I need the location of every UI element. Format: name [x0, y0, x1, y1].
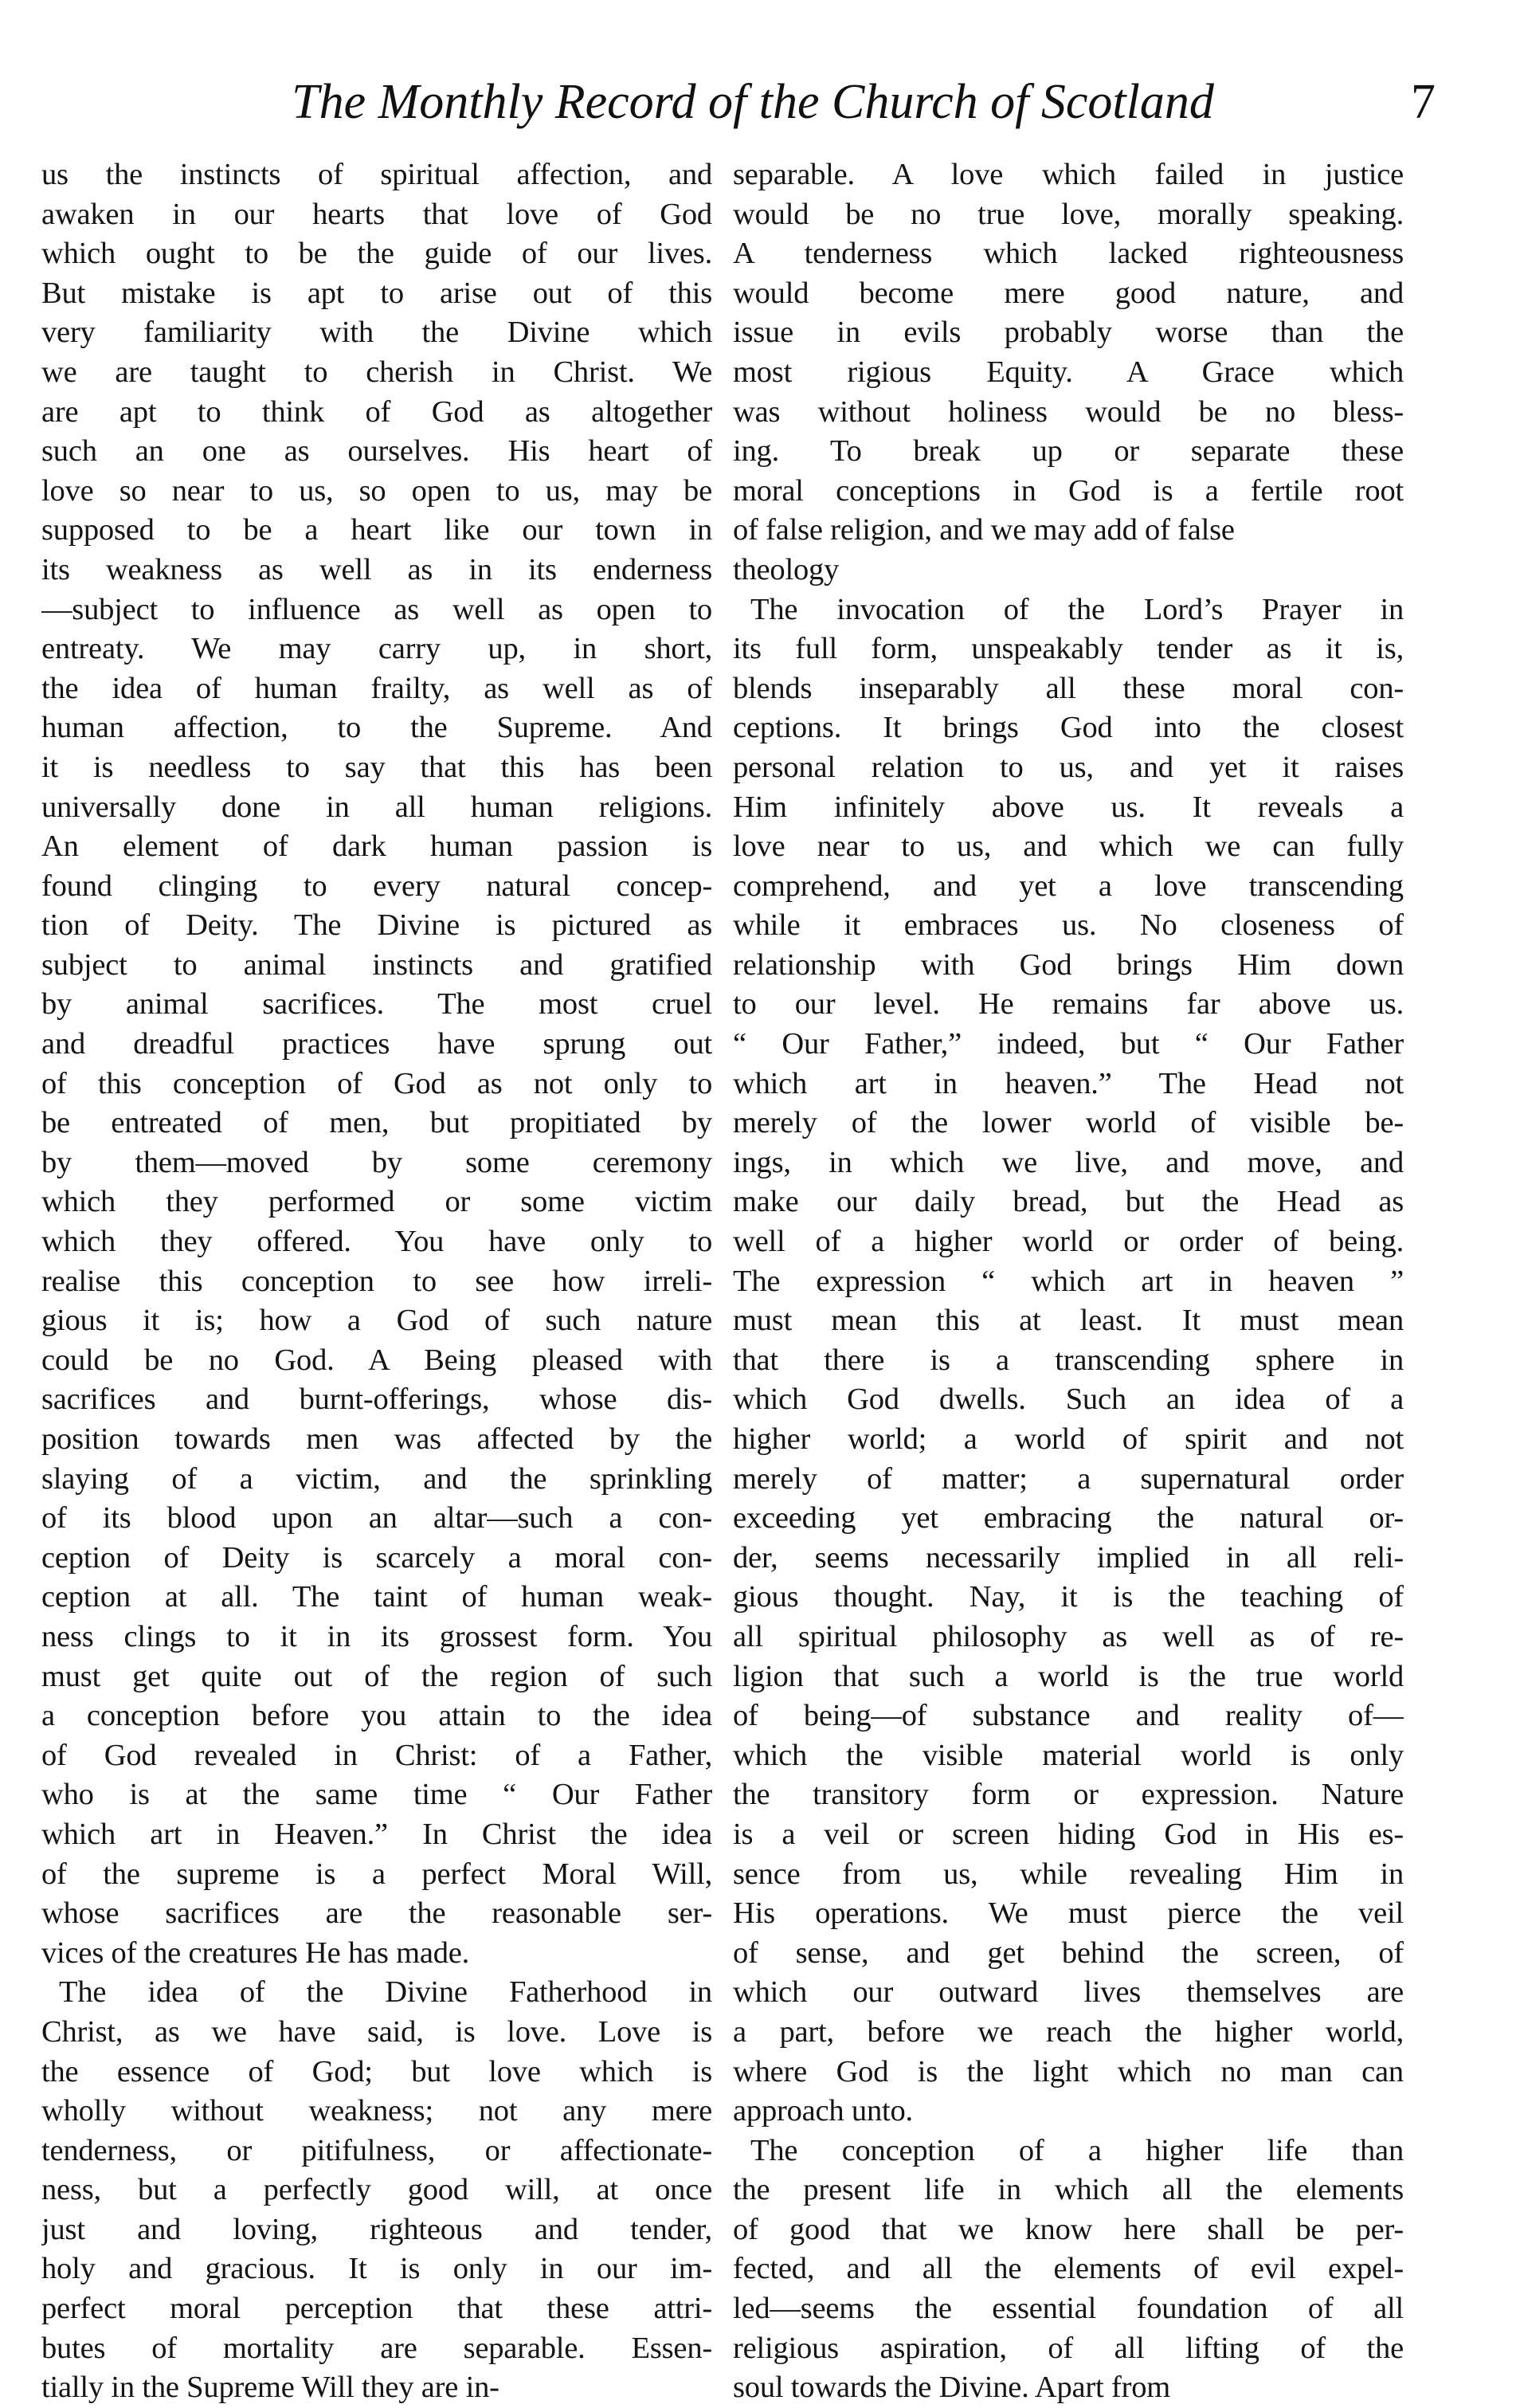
text-line: a part, before we reach the higher world, — [733, 2014, 1404, 2049]
text-line: was without holiness would be no bless- — [733, 394, 1404, 429]
text-line: would become mere good nature, and — [733, 276, 1404, 310]
text-line: most rigious Equity. A Grace which — [733, 355, 1404, 389]
text-line: the idea of human frailty, as well as of — [41, 671, 712, 705]
text-line: universally done in all human religions. — [41, 790, 712, 824]
text-line: love near to us, and which we can fully — [733, 829, 1404, 864]
text-line: which the visible material world is only — [733, 1738, 1404, 1772]
text-line: approach unto. — [733, 2094, 913, 2128]
text-line: found clinging to every natural concep- — [41, 869, 712, 903]
text-line: issue in evils probably worse than the — [733, 316, 1404, 350]
text-line: The idea of the Divine Fatherhood in — [59, 1975, 712, 2010]
text-column-right — [733, 155, 1404, 2408]
text-line: ing. To break up or separate these — [733, 434, 1404, 469]
text-line: —subject to influence as well as open to — [41, 592, 712, 626]
text-line: perfect moral perception that these attri- — [41, 2292, 712, 2326]
text-line: gious thought. Nay, it is the teaching of — [733, 1580, 1404, 1614]
text-line: the present life in which all the elements — [733, 2173, 1404, 2207]
text-line: whose sacrifices are the reasonable ser- — [41, 1896, 712, 1931]
publication-title: The Monthly Record of the Church of Scotland — [292, 75, 1214, 129]
text-line: ness, but a perfectly good will, at once — [41, 2173, 712, 2207]
text-line: Him infinitely above us. It reveals a — [733, 790, 1404, 824]
text-line: merely of the lower world of visible be- — [733, 1106, 1404, 1140]
text-line: theology — [733, 552, 840, 586]
text-line: fected, and all the elements of evil expel- — [733, 2252, 1404, 2286]
text-line: which our outward lives themselves are — [733, 1975, 1404, 2010]
text-line: are apt to think of God as altogether — [41, 394, 712, 429]
text-line: which art in Heaven.” In Christ the idea — [41, 1817, 712, 1851]
text-line: of this conception of God as not only to — [41, 1066, 712, 1100]
text-line: while it embraces us. No closeness of — [733, 908, 1404, 943]
text-line: “ Our Father,” indeed, but “ Our Father — [733, 1027, 1404, 1061]
text-line: blends inseparably all these moral con- — [733, 671, 1404, 705]
text-line: who is at the same time “ Our Father — [41, 1778, 712, 1812]
text-line: must mean this at least. It must mean — [733, 1304, 1404, 1338]
text-line: sence from us, while revealing Him in — [733, 1857, 1404, 1891]
text-line: its weakness as well as in its enderness — [41, 552, 712, 586]
text-line: personal relation to us, and yet it raises — [733, 750, 1404, 784]
text-line: ness clings to it in its grossest form. You — [41, 1619, 712, 1653]
text-line: higher world; a world of spirit and not — [733, 1422, 1404, 1456]
page-number: 7 — [1411, 75, 1436, 129]
text-line: where God is the light which no man can — [733, 2054, 1404, 2088]
text-line: is a veil or screen hiding God in His es- — [733, 1817, 1404, 1851]
text-line: comprehend, and yet a love transcending — [733, 869, 1404, 903]
text-line: which they offered. You have only to — [41, 1225, 712, 1259]
text-line: and dreadful practices have sprung out — [41, 1027, 712, 1061]
text-line: position towards men was affected by the — [41, 1422, 712, 1456]
text-line: wholly without weakness; not any mere — [41, 2094, 712, 2128]
text-line: of false religion, and we may add of false — [733, 513, 1235, 547]
text-line: very familiarity with the Divine which — [41, 316, 712, 350]
text-line: led—seems the essential foundation of all — [733, 2292, 1404, 2326]
text-line: it is needless to say that this has been — [41, 750, 712, 784]
text-line: which ought to be the guide of our lives. — [41, 237, 712, 271]
text-line: The invocation of the Lord’s Prayer in — [750, 592, 1404, 626]
text-line: sacrifices and burnt-offerings, whose dis- — [41, 1382, 712, 1417]
text-line: moral conceptions in God is a fertile root — [733, 473, 1404, 508]
text-line: supposed to be a heart like our town in — [41, 513, 712, 547]
text-line: make our daily bread, but the Head as — [733, 1185, 1404, 1219]
text-line: human affection, to the Supreme. And — [41, 711, 712, 745]
text-line: of good that we know here shall be per- — [733, 2212, 1404, 2246]
text-line: exceeding yet embracing the natural or- — [733, 1501, 1404, 1535]
text-line: just and loving, righteous and tender, — [41, 2212, 712, 2246]
text-column-left — [41, 155, 712, 2408]
text-line: well of a higher world or order of being. — [733, 1225, 1404, 1259]
text-line: could be no God. A Being pleased with — [41, 1343, 712, 1377]
text-line: realise this conception to see how irreli- — [41, 1264, 712, 1298]
text-line: all spiritual philosophy as well as of re- — [733, 1619, 1404, 1653]
text-line: which art in heaven.” The Head not — [733, 1066, 1404, 1100]
text-line: by animal sacrifices. The most cruel — [41, 987, 712, 1022]
text-line: of being—of substance and reality of— — [733, 1699, 1404, 1733]
text-line: us the instincts of spiritual affection, and — [41, 158, 712, 191]
text-line: we are taught to cherish in Christ. We — [41, 355, 712, 389]
text-line: to our level. He remains far above us. — [733, 987, 1404, 1022]
text-line: the essence of God; but love which is — [41, 2054, 712, 2088]
text-line: subject to animal instincts and gratified — [41, 947, 712, 982]
text-line: ception of Deity is scarcely a moral con- — [41, 1540, 712, 1575]
text-line: soul towards the Divine. Apart from — [733, 2371, 1171, 2405]
text-line: be entreated of men, but propitiated by — [41, 1106, 712, 1140]
text-line: holy and gracious. It is only in our im- — [41, 2252, 712, 2286]
text-line: His operations. We must pierce the veil — [733, 1896, 1404, 1931]
text-line: the transitory form or expression. Nature — [733, 1778, 1404, 1812]
text-line: slaying of a victim, and the sprinkling — [41, 1461, 712, 1496]
text-line: An element of dark human passion is — [41, 829, 712, 864]
text-line: A tenderness which lacked righteousness — [733, 237, 1404, 271]
text-line: der, seems necessarily implied in all reli- — [733, 1540, 1404, 1575]
text-line: Christ, as we have said, is love. Love is — [41, 2014, 712, 2049]
text-line: of God revealed in Christ: of a Father, — [41, 1738, 712, 1772]
text-line: of the supreme is a perfect Moral Will, — [41, 1857, 712, 1891]
text-line: But mistake is apt to arise out of this — [41, 276, 712, 310]
text-line: butes of mortality are separable. Essen- — [41, 2331, 712, 2365]
text-line: ligion that such a world is the true world — [733, 1659, 1404, 1693]
text-line: which God dwells. Such an idea of a — [733, 1382, 1404, 1417]
text-line: ception at all. The taint of human weak- — [41, 1580, 712, 1614]
text-line: The conception of a higher life than — [750, 2133, 1404, 2167]
text-line: The expression “ which art in heaven ” — [733, 1264, 1404, 1298]
text-line: relationship with God brings Him down — [733, 947, 1404, 982]
text-line: must get quite out of the region of such — [41, 1659, 712, 1693]
text-line: of sense, and get behind the screen, of — [733, 1935, 1404, 1970]
text-line: awaken in our hearts that love of God — [41, 197, 712, 231]
text-line: tenderness, or pitifulness, or affectionate- — [41, 2133, 712, 2167]
text-line: ings, in which we live, and move, and — [733, 1145, 1404, 1179]
text-line: separable. A love which failed in justice — [733, 158, 1404, 191]
text-line: religious aspiration, of all lifting of the — [733, 2331, 1404, 2365]
text-line: which they performed or some victim — [41, 1185, 712, 1219]
text-line: its full form, unspeakably tender as it is, — [733, 632, 1404, 666]
text-line: tially in the Supreme Will they are in- — [41, 2371, 499, 2405]
text-line: vices of the creatures He has made. — [41, 1935, 470, 1970]
text-line: entreaty. We may carry up, in short, — [41, 632, 712, 666]
text-line: a conception before you attain to the idea — [41, 1699, 712, 1733]
text-line: love so near to us, so open to us, may be — [41, 473, 712, 508]
text-line: gious it is; how a God of such nature — [41, 1304, 712, 1338]
text-line: of its blood upon an altar—such a con- — [41, 1501, 712, 1535]
text-line: tion of Deity. The Divine is pictured as — [41, 908, 712, 943]
text-line: merely of matter; a supernatural order — [733, 1461, 1404, 1496]
text-line: that there is a transcending sphere in — [733, 1343, 1404, 1377]
text-line: by them—moved by some ceremony — [41, 1145, 712, 1179]
running-header — [0, 70, 1516, 142]
text-line: ceptions. It brings God into the closest — [733, 711, 1404, 745]
text-line: would be no true love, morally speaking. — [733, 197, 1404, 231]
text-line: such an one as ourselves. His heart of — [41, 434, 712, 469]
